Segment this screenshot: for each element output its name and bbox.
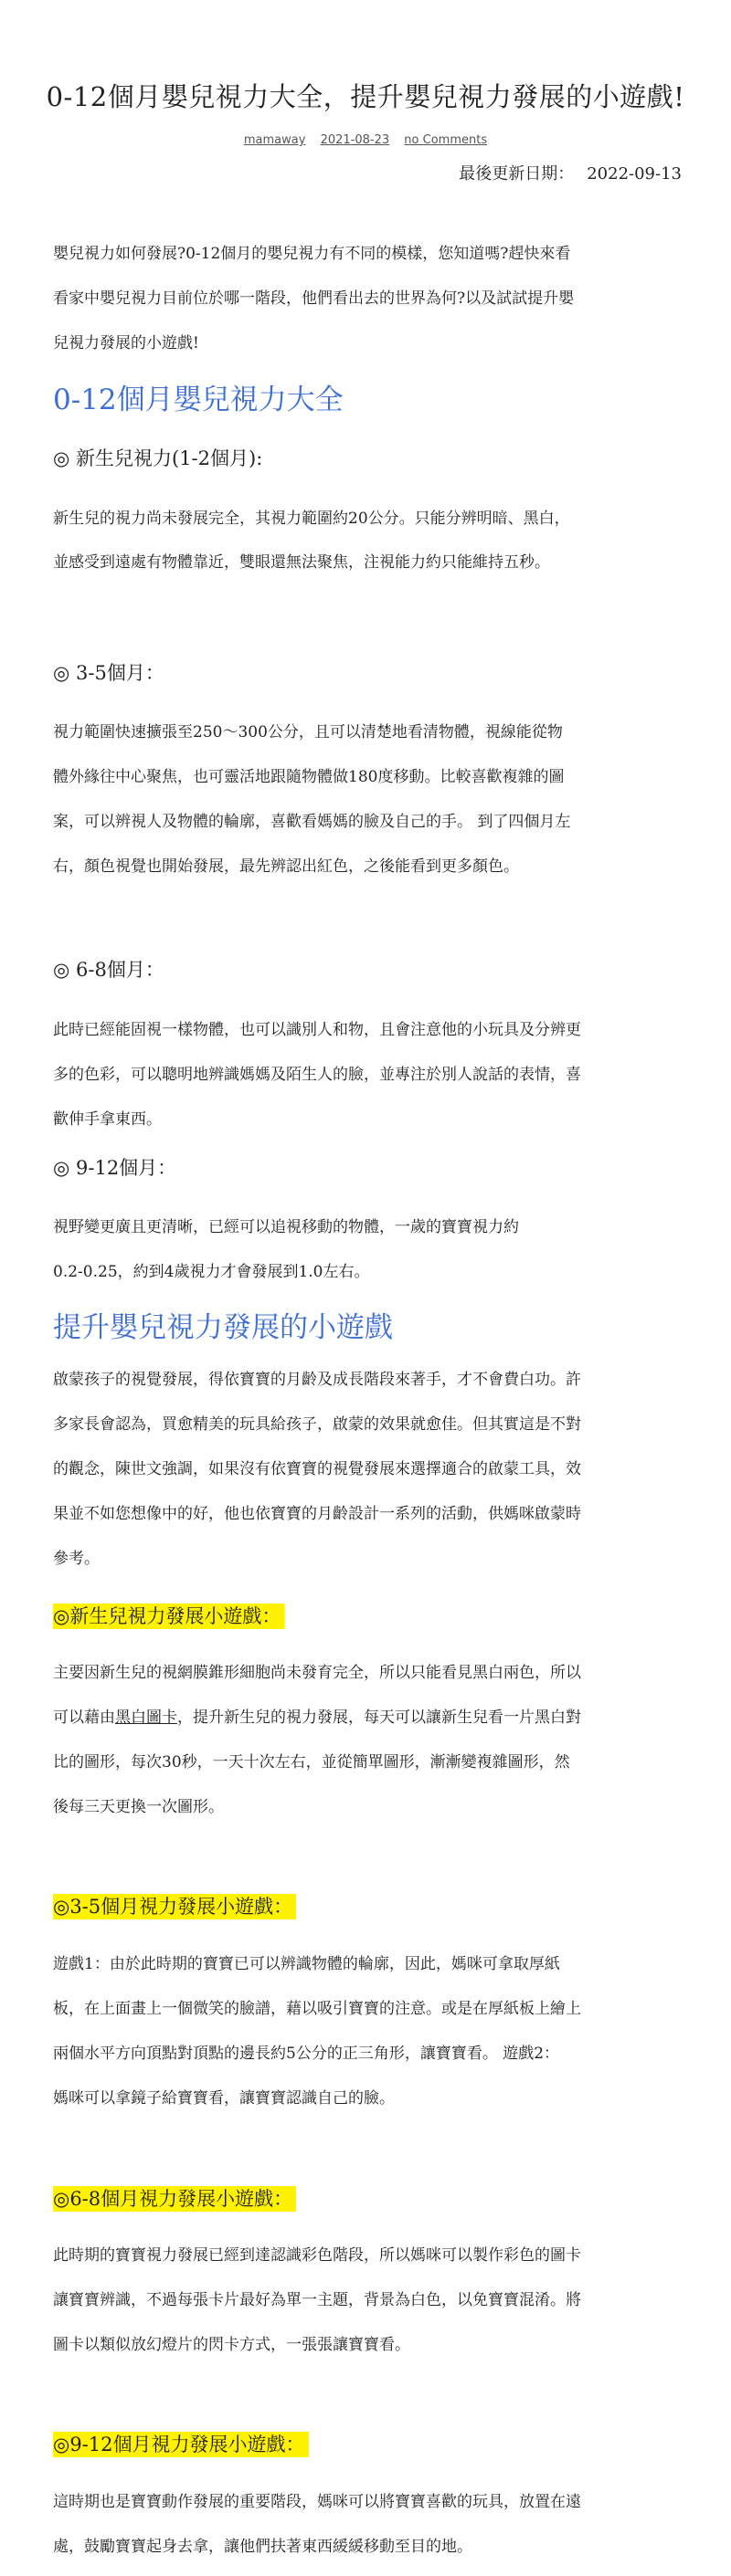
stage-9-12-line-2: 0.2-0.25，約到4歲視力才會發展到1.0左右。 bbox=[53, 1263, 370, 1281]
comments-link[interactable]: no Comments bbox=[404, 133, 488, 147]
section-heading-vision-games: 提升嬰兒視力發展的小遊戲 bbox=[53, 1311, 393, 1344]
game-title-3-5 bbox=[53, 1893, 296, 1920]
games-intro-line-2: 多家長會認為，買愈精美的玩具給孩子，啟蒙的效果就愈佳。但其實這是不對 bbox=[53, 1415, 581, 1434]
stage-6-8-line-2: 多的色彩，可以聰明地辨識媽媽及陌生人的臉，並專注於別人說話的表情，喜 bbox=[53, 1066, 581, 1084]
stage-title-3-5: ◎ 3-5個月： bbox=[53, 662, 164, 684]
game-title-9-12-text: ◎9-12個月視力發展小遊戲： bbox=[53, 2432, 309, 2457]
intro-line-3: 兒視力發展的小遊戲! bbox=[53, 334, 199, 352]
game-9-12-line-2: 處，鼓勵寶寶起身去拿，讓他們扶著東西緩緩移動至目的地。 bbox=[53, 2538, 472, 2556]
game-newborn-line-2b: ，提升新生兒的視力發展，每天可以讓新生兒看一片黑白對 bbox=[177, 1709, 581, 1727]
game-title-3-5-text: ◎3-5個月視力發展小遊戲： bbox=[53, 1894, 296, 1919]
updated-label: 最後更新日期： bbox=[459, 164, 575, 184]
stage-3-5-line-4: 右，顏色視覺也開始發展，最先辨認出紅色，之後能看到更多顏色。 bbox=[53, 857, 519, 876]
stage-newborn-line-2: 並感受到遠處有物體靠近，雙眼還無法聚焦，注視能力約只能維持五秒。 bbox=[53, 553, 550, 572]
game-newborn-line-4: 後每三天更換一次圖形。 bbox=[53, 1798, 224, 1816]
intro-line-1: 嬰兒視力如何發展?0-12個月的嬰兒視力有不同的模樣，您知道嗎?趕快來看 bbox=[53, 245, 571, 263]
stage-6-8-line-3: 歡伸手拿東西。 bbox=[53, 1110, 162, 1129]
stage-3-5-line-2: 體外緣往中心聚焦，也可靈活地跟隨物體做180度移動。比較喜歡複雜的圖 bbox=[53, 768, 565, 786]
updated-date: 2022-09-13 bbox=[587, 164, 682, 184]
game-6-8-line-3: 圖卡以類似放幻燈片的閃卡方式，一張張讓寶寶看。 bbox=[53, 2336, 410, 2354]
game-9-12-line-1: 這時期也是寶寶動作發展的重要階段，媽咪可以將寶寶喜歡的玩具，放置在遠 bbox=[53, 2493, 581, 2511]
stage-title-6-8: ◎ 6-8個月： bbox=[53, 959, 164, 981]
game-3-5-line-2: 板，在上面畫上一個微笑的臉譜，藉以吸引寶寶的注意。或是在厚紙板上繪上 bbox=[53, 2000, 581, 2018]
bw-card-link[interactable]: 黑白圖卡 bbox=[115, 1709, 177, 1727]
game-title-9-12 bbox=[53, 2431, 309, 2458]
game-title-6-8 bbox=[53, 2185, 296, 2213]
game-title-newborn bbox=[53, 1603, 284, 1630]
stage-title-newborn: ◎ 新生兒視力(1-2個月): bbox=[53, 447, 263, 469]
game-title-6-8-text: ◎6-8個月視力發展小遊戲： bbox=[53, 2186, 296, 2212]
game-6-8-line-1: 此時期的寶寶視力發展已經到達認識彩色階段，所以媽咪可以製作彩色的圖卡 bbox=[53, 2246, 581, 2265]
author-link[interactable]: mamaway bbox=[243, 133, 306, 147]
stage-3-5-line-1: 視力範圍快速擴張至250～300公分，且可以清楚地看清物體，視線能從物 bbox=[53, 723, 563, 741]
game-newborn-line-3: 比的圖形，每次30秒，一天十次左右，並從簡單圖形，漸漸變複雜圖形，然 bbox=[53, 1753, 570, 1772]
game-3-5-line-4: 媽咪可以拿鏡子給寶寶看，讓寶寶認識自己的臉。 bbox=[53, 2089, 395, 2108]
games-intro-line-3: 的觀念，陳世文強調，如果沒有依寶寶的視覺發展來選擇適合的啟蒙工具，效 bbox=[53, 1460, 581, 1478]
post-title: 0-12個月嬰兒視力大全，提升嬰兒視力發展的小遊戲! bbox=[46, 81, 685, 112]
stage-title-9-12: ◎ 9-12個月： bbox=[53, 1157, 177, 1179]
game-newborn-line-2 bbox=[53, 1696, 683, 1740]
stage-newborn-line-1: 新生兒的視力尚未發展完全，其視力範圍約20公分。只能分辨明暗、黑白， bbox=[53, 510, 570, 528]
game-newborn-line-2a: 可以藉由 bbox=[53, 1709, 115, 1727]
last-updated bbox=[459, 161, 682, 184]
game-title-newborn-text: ◎新生兒視力發展小遊戲： bbox=[53, 1603, 284, 1629]
date-link[interactable]: 2021-08-23 bbox=[320, 133, 390, 147]
stage-6-8-line-1: 此時已經能固視一樣物體，也可以識別人和物，且會注意他的小玩具及分辨更 bbox=[53, 1021, 581, 1039]
section-heading-vision-guide: 0-12個月嬰兒視力大全 bbox=[53, 384, 344, 416]
games-intro-line-4: 果並不如您想像中的好，他也依寶寶的月齡設計一系列的活動，供媽咪啟蒙時 bbox=[53, 1505, 581, 1523]
game-6-8-line-2: 讓寶寶辨識，不過每張卡片最好為單一主題，背景為白色，以免寶寶混淆。將 bbox=[53, 2291, 581, 2309]
intro-line-2: 看家中嬰兒視力目前位於哪一階段，他們看出去的世界為何?以及試試提升嬰 bbox=[53, 289, 575, 308]
games-intro-line-5: 參考。 bbox=[53, 1550, 100, 1568]
game-3-5-line-3: 兩個水平方向頂點對頂點的邊長約5公分的正三角形，讓寶寶看。 遊戲2： bbox=[53, 2045, 560, 2063]
games-intro-line-1: 啟蒙孩子的視覺發展，得依寶寶的月齡及成長階段來著手，才不會費白功。許 bbox=[53, 1371, 581, 1389]
stage-3-5-line-3: 案，可以辨視人及物體的輪廓，喜歡看媽媽的臉及自己的手。 到了四個月左 bbox=[53, 813, 571, 831]
game-3-5-line-1: 遊戲1：由於此時期的寶寶已可以辨識物體的輪廓，因此，媽咪可拿取厚紙 bbox=[53, 1955, 560, 1973]
stage-9-12-line-1: 視野變更廣且更清晰，已經可以追視移動的物體，一歲的寶寶視力約 bbox=[53, 1218, 519, 1236]
game-newborn-line-1: 主要因新生兒的視網膜錐形細胞尚未發育完全，所以只能看見黑白兩色，所以 bbox=[53, 1664, 581, 1682]
post-meta bbox=[0, 133, 731, 147]
